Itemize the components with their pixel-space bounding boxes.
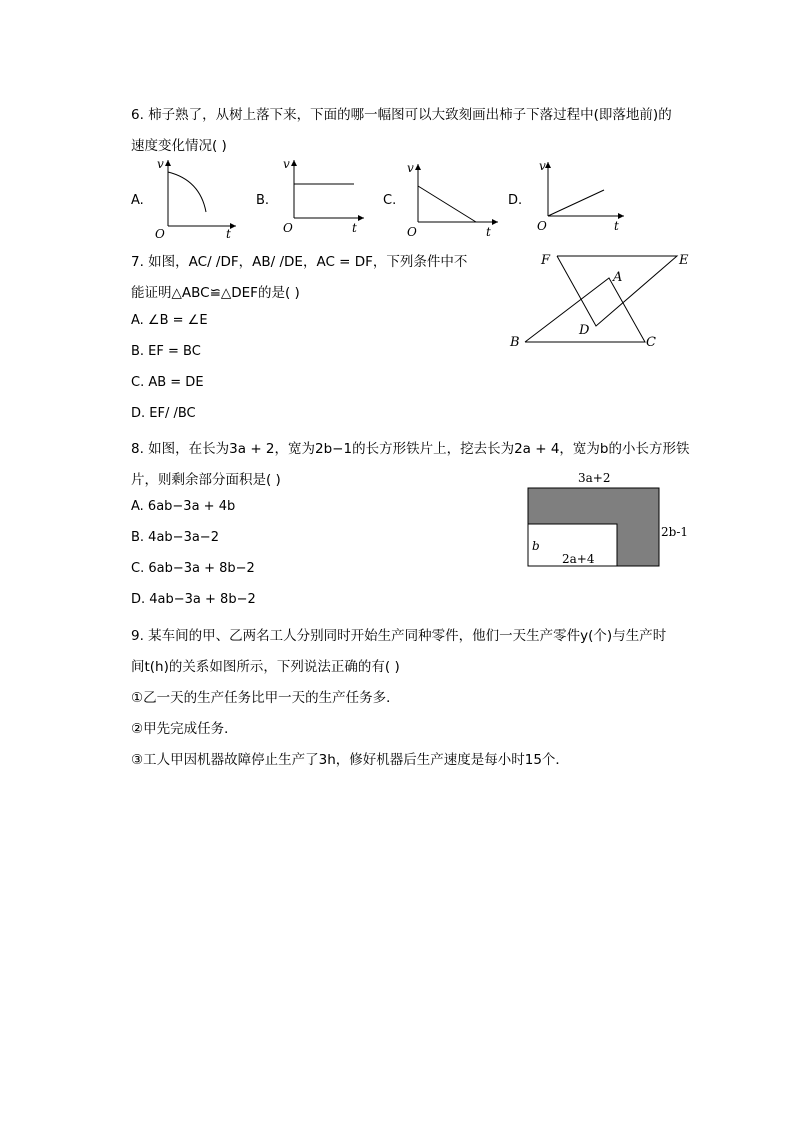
q6-graph-c-t: t bbox=[486, 225, 491, 239]
q7-label-d: D bbox=[579, 323, 590, 338]
q7-option-d: D. EF/ /BC bbox=[131, 406, 196, 421]
q9-statement-3: ③工人甲因机器故障停止生产了3h，修好机器后生产速度是每小时15个． bbox=[131, 752, 569, 768]
q6-graph-c-v: v bbox=[407, 161, 414, 175]
q6-graph-b-o: O bbox=[283, 221, 293, 235]
q7-triangle-figure bbox=[505, 248, 705, 352]
q9-statement-2: ②甲先完成任务． bbox=[131, 721, 238, 737]
q6-graph-a-t: t bbox=[226, 227, 231, 240]
q7-option-a: A. ∠B = ∠E bbox=[131, 313, 208, 328]
q6-graph-d-o: O bbox=[537, 219, 547, 233]
q8-label-inner-bottom: 2a+4 bbox=[562, 552, 595, 566]
q8-stem-line2: 片，则剩余部分面积是( ) bbox=[131, 472, 281, 488]
q6-stem-line2: 速度变化情况( ) bbox=[131, 138, 227, 154]
q7-option-b: B. EF = BC bbox=[131, 344, 201, 359]
q8-option-c: C. 6ab−3a + 8b−2 bbox=[131, 561, 255, 576]
q6-option-a-label: A. bbox=[131, 193, 144, 208]
q6-option-c-label: C. bbox=[383, 193, 397, 208]
q6-graph-d bbox=[530, 158, 628, 242]
q7-label-a: A bbox=[613, 270, 623, 285]
q6-graph-b bbox=[276, 156, 368, 240]
q8-label-top: 3a+2 bbox=[578, 471, 611, 485]
q8-option-d: D. 4ab−3a + 8b−2 bbox=[131, 592, 256, 607]
q9-stem-line2: 间t(h)的关系如图所示，下列说法正确的有( ) bbox=[131, 659, 400, 675]
q8-stem-line1: 8. 如图，在长为3a + 2，宽为2b−1的长方形铁片上，挖去长为2a + 4，宽为b的小长方形铁 bbox=[131, 441, 690, 457]
q8-label-right: 2b-1 bbox=[661, 525, 689, 539]
q6-graph-b-v: v bbox=[283, 157, 290, 171]
q6-option-b-label: B. bbox=[256, 193, 270, 208]
q7-option-c: C. AB = DE bbox=[131, 375, 204, 390]
q6-graph-c bbox=[400, 160, 500, 244]
q7-stem-line1: 7. 如图，AC/ /DF，AB/ /DE，AC = DF，下列条件中不 bbox=[131, 254, 468, 270]
q6-graph-b-t: t bbox=[352, 221, 357, 235]
q8-option-b: B. 4ab−3a−2 bbox=[131, 530, 219, 545]
q6-graph-d-t: t bbox=[614, 219, 619, 233]
q6-graph-c-o: O bbox=[407, 225, 417, 239]
q7-label-e: E bbox=[679, 253, 689, 268]
q6-graph-a-o: O bbox=[155, 227, 165, 240]
q8-rectangle-figure bbox=[520, 466, 700, 572]
q8-label-b: b bbox=[532, 539, 540, 553]
q7-label-b: B bbox=[510, 335, 520, 350]
q9-statement-1: ①乙一天的生产任务比甲一天的生产任务多． bbox=[131, 690, 400, 706]
q7-label-c: C bbox=[646, 335, 656, 350]
q7-stem-line2: 能证明△ABC≌△DEF的是( ) bbox=[131, 285, 300, 301]
q9-stem-line1: 9. 某车间的甲、乙两名工人分别同时开始生产同种零件，他们一天生产零件y(个)与生产时 bbox=[131, 628, 667, 644]
q6-graph-a bbox=[148, 156, 240, 240]
q6-stem-line1: 6. 柿子熟了，从树上落下来，下面的哪一幅图可以大致刻画出柿子下落过程中(即落地前)的 bbox=[131, 107, 672, 123]
q6-graph-a-v: v bbox=[157, 157, 164, 171]
q6-option-d-label: D. bbox=[508, 193, 523, 208]
q6-graph-d-v: v bbox=[539, 159, 546, 173]
q8-option-a: A. 6ab−3a + 4b bbox=[131, 499, 236, 514]
q7-label-f: F bbox=[541, 253, 551, 268]
